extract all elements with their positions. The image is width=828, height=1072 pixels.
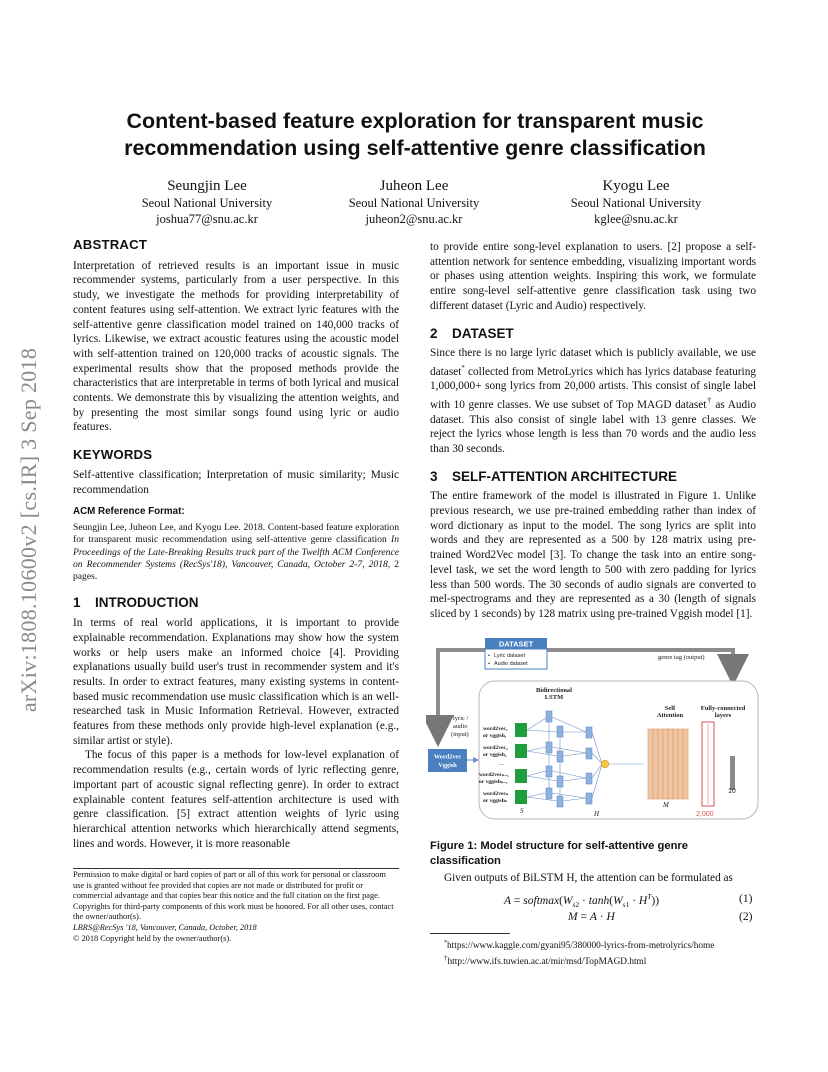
right-column <box>430 240 756 622</box>
dataset-item: Lyric dataset <box>494 653 525 659</box>
equation-1: $A = softmax(W_{s2} \cdot \tanh(W_{s1} \cdot H^T))$ <box>504 892 660 910</box>
architecture-text: The entire framework of the model is illustrated in Figure 1. Unlike previous research, we use pre-trained embedding rather than index of word dictionary as input to the model. The song lyrics are split into words and they are represented as a 500 by 128 matrix using pre-trained Word2Vec model [3]. To change the task into an entire song-level task, we set the word length to 500 with zero padding for lyrics less than 500 words. The 30 seconds of audio signals are converted to mel-spectrograms and they are represented as a 30 (length of signals sliced by 1 seconds) by 128 matrix using pre-trained Vggish model [1]. <box>430 490 756 620</box>
footnote-2: †http://www.ifs.tuwien.ac.at/mir/msd/TopMAGD.html <box>444 954 647 968</box>
output-flow-arrow <box>547 650 733 678</box>
equation-1-number: (1) <box>739 893 753 905</box>
word-row <box>479 769 527 785</box>
title-line-2: recommendation using self-attentive genre classification <box>124 136 706 160</box>
section-title: SELF-ATTENTION ARCHITECTURE <box>452 468 677 484</box>
author-email: joshua77@snu.ac.kr <box>156 212 258 226</box>
author-email: kglee@snu.ac.kr <box>594 212 678 226</box>
intro-paragraph-1: In terms of real world applications, it is important to provide explainable recommendation. Explanations may show how the system works or help users make an informed choice [4]. Providing explanations usually build user's trust in recommender system and it's results. In order to extract features, many existing systems in content-based music recommendation use music classification which is an well-researched task in Music Information Retrieval. However, extracted features from these methods only provide high-level explanation (e.g., similar artist or style). <box>73 617 399 747</box>
permission-venue: LBRS@RecSys '18, Vancouver, Canada, October, 2018 <box>73 922 257 932</box>
fc-label: Fully-connected <box>700 705 746 712</box>
dataset-heading <box>430 327 756 342</box>
section-title: INTRODUCTION <box>95 595 199 611</box>
svg-text:or vggishₙ₋₁: or vggishₙ₋₁ <box>479 779 508 785</box>
svg-text:•: • <box>488 661 490 667</box>
genre-tag-label: genre tag (output) <box>658 654 705 661</box>
keywords-heading: KEYWORDS <box>73 447 153 463</box>
permission-block <box>73 870 399 944</box>
permission-copyright: © 2018 Copyright held by the owner/author(s). <box>73 933 232 943</box>
svg-text:or vggishₙ: or vggishₙ <box>483 798 508 804</box>
intro-heading <box>73 596 399 611</box>
author-2 <box>299 178 529 227</box>
word-row <box>483 723 527 739</box>
self-attention-label: Self <box>664 705 676 712</box>
author-affiliation: Seoul National University <box>141 196 273 210</box>
author-affiliation: Seoul National University <box>348 196 480 210</box>
section-number: 3 <box>430 468 438 484</box>
intro-continued: to provide entire song-level explanation to users. [2] propose a self-attention network for sentence embedding, visualizing important words or phases using attention weights. Inspiring this work, we formulate entire song-level self-attentive genre classification task using two different dataset (Lyric and Audio) respectively. <box>430 241 756 312</box>
label-m: M <box>663 801 669 809</box>
acm-ref-venue: In Proceedings of the Late-Breaking Results track part of the Twelfth ACM Conference on Recommender Systems (RecSys'18), Vancouver, Canada, October 2-7, 2018, <box>73 534 399 570</box>
dataset-text-b: collected from MetroLyrics which has lyrics database featuring 1,000,000+ song lyrics from 20,000 artists. This consist of single label with 10 genre classes. We use subset of Top MAGD dataset <box>430 365 756 411</box>
author-name: Kyogu Lee <box>602 178 670 194</box>
bilstm-label: LSTM <box>544 694 564 701</box>
word2vec-label: Word2vec <box>433 753 462 761</box>
left-column <box>73 238 399 851</box>
attention-matrix <box>648 729 688 799</box>
fc-label: layers <box>714 712 732 719</box>
acm-ref-heading: ACM Reference Format: <box>73 506 185 518</box>
footnote-divider <box>430 933 510 934</box>
equation-intro: Given outputs of BiLSTM H, the attention can be formulated as <box>444 872 733 884</box>
permission-text: Permission to make digital or hard copies of part or all of this work for personal or classroom use is granted without fee provided that copies are not made or distributed for profit or commercial advantage and that copies bear this notice and the full citation on the first page. Copyrights for third-party components of this work must be honored. For all other uses, contact the owner/author(s). <box>73 870 394 922</box>
svg-text:word2vecₙ: word2vecₙ <box>483 791 509 797</box>
keywords-text: Self-attentive classification; Interpretation of music similarity; Music recommendation <box>73 468 399 496</box>
abstract-heading: ABSTRACT <box>73 237 148 252</box>
fc-layer-10 <box>730 756 735 790</box>
arxiv-stamp-text: arXiv:1808.10600v2 [cs.IR] 3 Sep 2018 <box>16 347 41 713</box>
acm-ref-pages: 2 pages. <box>73 558 399 583</box>
attention-node <box>601 760 609 768</box>
arxiv-stamp <box>4 300 54 760</box>
paper-title <box>70 108 760 162</box>
svg-text:word2vec₂: word2vec₂ <box>483 745 508 751</box>
label-h: H <box>594 810 600 818</box>
equation-2: M = A · H <box>568 911 615 923</box>
abstract-text: Interpretation of retrieved results is an important issue in music recommender systems, particularly from a user perspective. In this study, we investigate the methods for providing interpretability of content features using self-attention. We extract lyric features with the self-attentive genre classification model trained on 140,000 tracks of lyrics. Likewise, we extract acoustic features using the acoustic model with self-attention trained on 120,000 tracks of acoustic signals. The experimental results show that the proposed methods provide the characteristics that are interpretable in terms of both lyrical and musical contents. We demonstrate this by visualizing the attention weights, and by presenting the most similar songs found using lyric or audio features. <box>73 259 399 434</box>
footnote-1: *https://www.kaggle.com/gyani95/380000-lyrics-from-metrolyrics/home <box>444 940 715 952</box>
author-email: juheon2@snu.ac.kr <box>365 212 463 226</box>
svg-text:or vggish₁: or vggish₁ <box>483 733 507 739</box>
svg-text:word2vecₙ₋₁: word2vecₙ₋₁ <box>479 772 509 778</box>
svg-text:•: • <box>488 653 490 659</box>
dataset-item: Audio dataset <box>494 661 528 667</box>
svg-text:or vggish₂: or vggish₂ <box>483 752 507 758</box>
input-label: lyric / <box>453 715 469 722</box>
figure-caption: Figure 1: Model structure for self-attentive genre classification <box>430 840 688 867</box>
section-number: 2 <box>430 325 438 341</box>
bilstm-label: Bidirectional <box>536 687 572 694</box>
svg-text:word2vec₁: word2vec₁ <box>483 726 508 732</box>
dataset-box-title: DATASET <box>498 639 534 649</box>
section-number: 1 <box>73 595 81 611</box>
footnotes <box>444 937 760 968</box>
dataset-text-a: Since there is no large lyric dataset which is publicly available, we use dataset <box>430 347 756 378</box>
intro-paragraph-2: The focus of this paper is a methods for low-level explanation of recommendation results (e.g., certain words of lyric reflecting genre, important part of acoustic signal reflecting genre). In order to extract explainable content features self-attention architecture is used with genre classification. [5] extract attention weights of lyric using hierarchical attention networks which hierarchically attend segments, lines and words. However, it is more reasonable <box>73 749 399 850</box>
input-label: (input) <box>451 731 469 738</box>
section-title: DATASET <box>452 325 514 341</box>
author-name: Seungjin Lee <box>167 178 247 194</box>
vggish-label: Vggish <box>438 762 457 769</box>
author-affiliation: Seoul National University <box>570 196 702 210</box>
author-name: Juheon Lee <box>379 178 449 194</box>
input-label: audio <box>453 723 468 730</box>
footnote-mark: † <box>706 396 712 406</box>
dataset-text <box>430 346 756 456</box>
architecture-heading <box>430 470 756 485</box>
label-2000: 2,000 <box>696 811 714 818</box>
title-line-1: Content-based feature exploration for transparent music <box>126 109 704 133</box>
model-figure <box>426 636 762 832</box>
footnote-mark: * <box>461 363 465 372</box>
author-1 <box>92 178 322 227</box>
equation-2-number: (2) <box>739 911 753 923</box>
ellipsis: ... <box>499 761 504 767</box>
dataset-text-c: as Audio dataset. This also consist of single label with 13 genre classes. We reject the lyrics whose length is less than 70 words and the audio less than 30 seconds. <box>430 398 756 455</box>
self-attention-label: Attention <box>656 712 684 719</box>
label-s: S <box>520 807 524 815</box>
permission-divider <box>73 868 399 869</box>
label-10: 10 <box>728 788 736 795</box>
dataset-box <box>485 638 547 669</box>
author-3 <box>521 178 751 227</box>
acm-ref-text <box>73 522 399 583</box>
acm-ref-body: Seungjin Lee, Juheon Lee, and Kyogu Lee. 2018. Content-based feature exploration for transparent music recommendation using self-attentive genre classification <box>73 521 399 546</box>
